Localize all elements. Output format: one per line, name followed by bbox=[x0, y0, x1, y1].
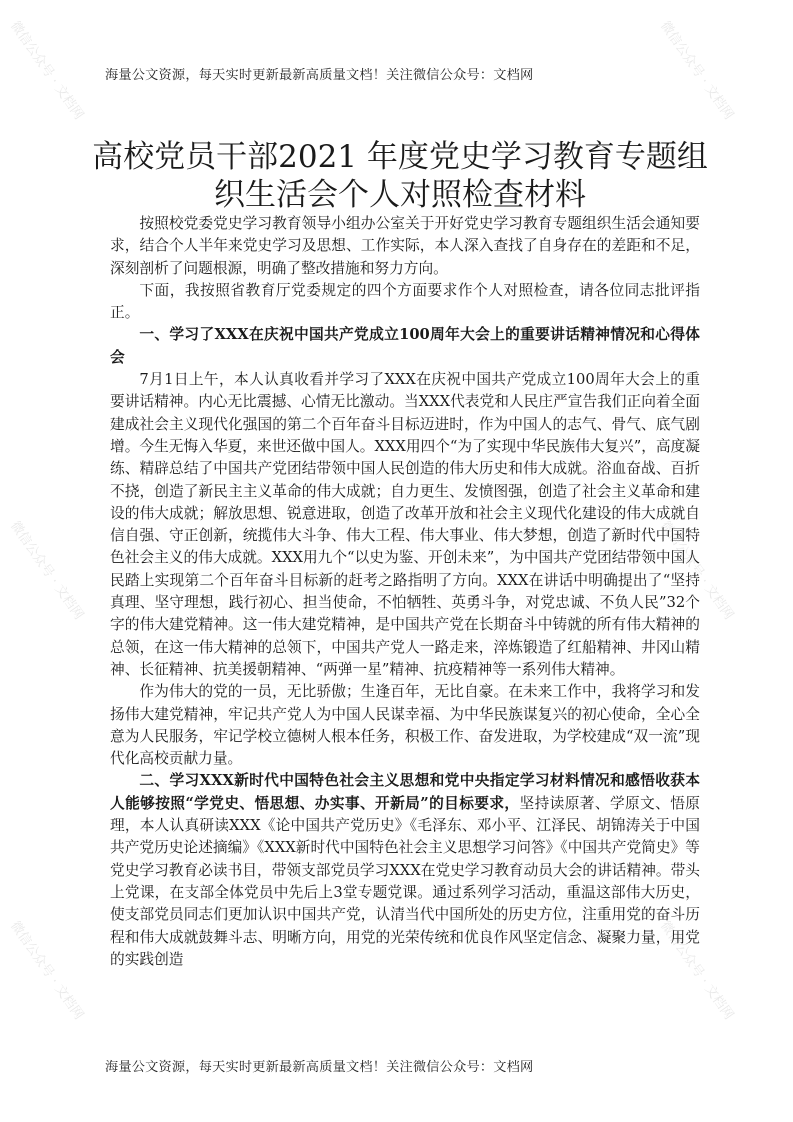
watermark: 微信公众号 · 文档网 bbox=[7, 918, 87, 1023]
page-footer: 海量公文资源，每天实时更新最新高质量文档！关注微信公众号：文档网 bbox=[105, 1060, 534, 1075]
watermark: 微信公众号 · 文档网 bbox=[657, 518, 737, 623]
watermark: 微信公众号 · 文档网 bbox=[657, 18, 737, 123]
watermark: 微信公众号 · 文档网 bbox=[7, 18, 87, 123]
document-title bbox=[90, 138, 710, 214]
paragraph-section-2 bbox=[110, 770, 700, 971]
page-header: 海量公文资源，每天实时更新最新高质量文档！关注微信公众号：文档网 bbox=[105, 68, 534, 83]
section-heading-2: 二、学习XXX新时代中国特色社会主义思想和党中央指定学习材料情况和感悟收获本人能够按照“学党史、悟思想、办实事、开新局”的目标要求， bbox=[110, 772, 700, 812]
paragraph-intro: 按照校党委党史学习教育领导小组办公室关于开好党史学习教育专题组织生活会通知要求，结合个人半年来党史学习及思想、工作实际，本人深入查找了自身存在的差距和不足，深刻剖析了问题根源，明确了整改措施和努力方向。 bbox=[110, 215, 700, 277]
title-line-1: 高校党员干部2021 年度党史学习教育专题组 bbox=[92, 139, 708, 175]
document-body bbox=[110, 213, 700, 971]
title-line-2: 织生活会个人对照检查材料 bbox=[214, 177, 586, 213]
paragraph-section-1b: 作为伟大的党的一员，无比骄傲；生逢百年，无比自豪。在未来工作中，我将学习和发扬伟大建党精神，牢记共产党人为中国人民谋幸福、为中华民族谋复兴的初心使命，全心全意为人民服务，牢记学校立德树人根本任务，积极工作、奋发进取，为学校建成“双一流”现代化高校贡献力量。 bbox=[110, 683, 700, 768]
watermark: 微信公众号 · 文档网 bbox=[657, 918, 737, 1023]
paragraph-intro-2: 下面，我按照省教育厅党委规定的四个方面要求作个人对照检查，请各位同志批评指正。 bbox=[110, 281, 700, 322]
watermark: 微信公众号 · 文档网 bbox=[7, 518, 87, 623]
section-2-text: 坚持读原著、学原文、悟原理，本人认真研读XXX《论中国共产党历史》《毛泽东、邓小平、江泽民、胡锦涛关于中国共产党历史论述摘编》《XXX新时代中国特色社会主义思想学习问答》《中国共产党简史》等党史学习教育必读书目，带领支部党员学习XXX在党史学习教育动员大会的讲话精神。带头上党课，在支部全体党员中先后上3堂专题党课。通过系列学习活动，重温这部伟大历史，使支部党员同志们更加认识中国共产党，认清当代中国所处的历史方位，注重用党的奋斗历程和伟大成就鼓舞斗志、明晰方向，用党的光荣传统和优良作风坚定信念、凝聚力量，用党的实践创造 bbox=[110, 794, 700, 968]
section-heading-1: 一、学习了XXX在庆祝中国共产党成立100周年大会上的重要讲话精神情况和心得体会 bbox=[110, 326, 700, 366]
paragraph-section-1: 7月1日上午，本人认真收看并学习了XXX在庆祝中国共产党成立100周年大会上的重要讲话精神。内心无比震撼、心情无比激动。当XXX代表党和人民庄严宣告我们正向着全面建成社会主义现代化强国的第二个百年奋斗目标迈进时，作为中国人的志气、骨气、底气剧增。今生无悔入华夏，来世还做中国人。XXX用四个“为了实现中华民族伟大复兴”，高度凝练、精辟总结了中国共产党团结带领中国人民创造的伟大历史和伟大成就。浴血奋战、百折不挠，创造了新民主主义革命的伟大成就；自力更生、发愤图强，创造了社会主义革命和建设的伟大成就；解放思想、锐意进取，创造了改革开放和社会主义现代化建设的伟大成就自信自强、守正创新，统揽伟大斗争、伟大工程、伟大事业、伟大梦想，创造了新时代中国特色社会主义的伟大成就。XXX用九个“以史为鉴、开创未来”，为中国共产党团结带领中国人民踏上实现第二个百年奋斗目标新的赶考之路指明了方向。XXX在讲话中明确提出了“坚持真理、坚守理想，践行初心、担当使命，不怕牺牲、英勇斗争，对党忠诚、不负人民”32个字的伟大建党精神。这一伟大建党精神，是中国共产党在长期奋斗中铸就的所有伟大精神的总领，在这一伟大精神的总领下，中国共产党人一路走来，淬炼锻造了红船精神、井冈山精神、长征精神、抗美援朝精神、“两弹一星”精神、抗疫精神等一系列伟大精神。 bbox=[110, 371, 700, 678]
